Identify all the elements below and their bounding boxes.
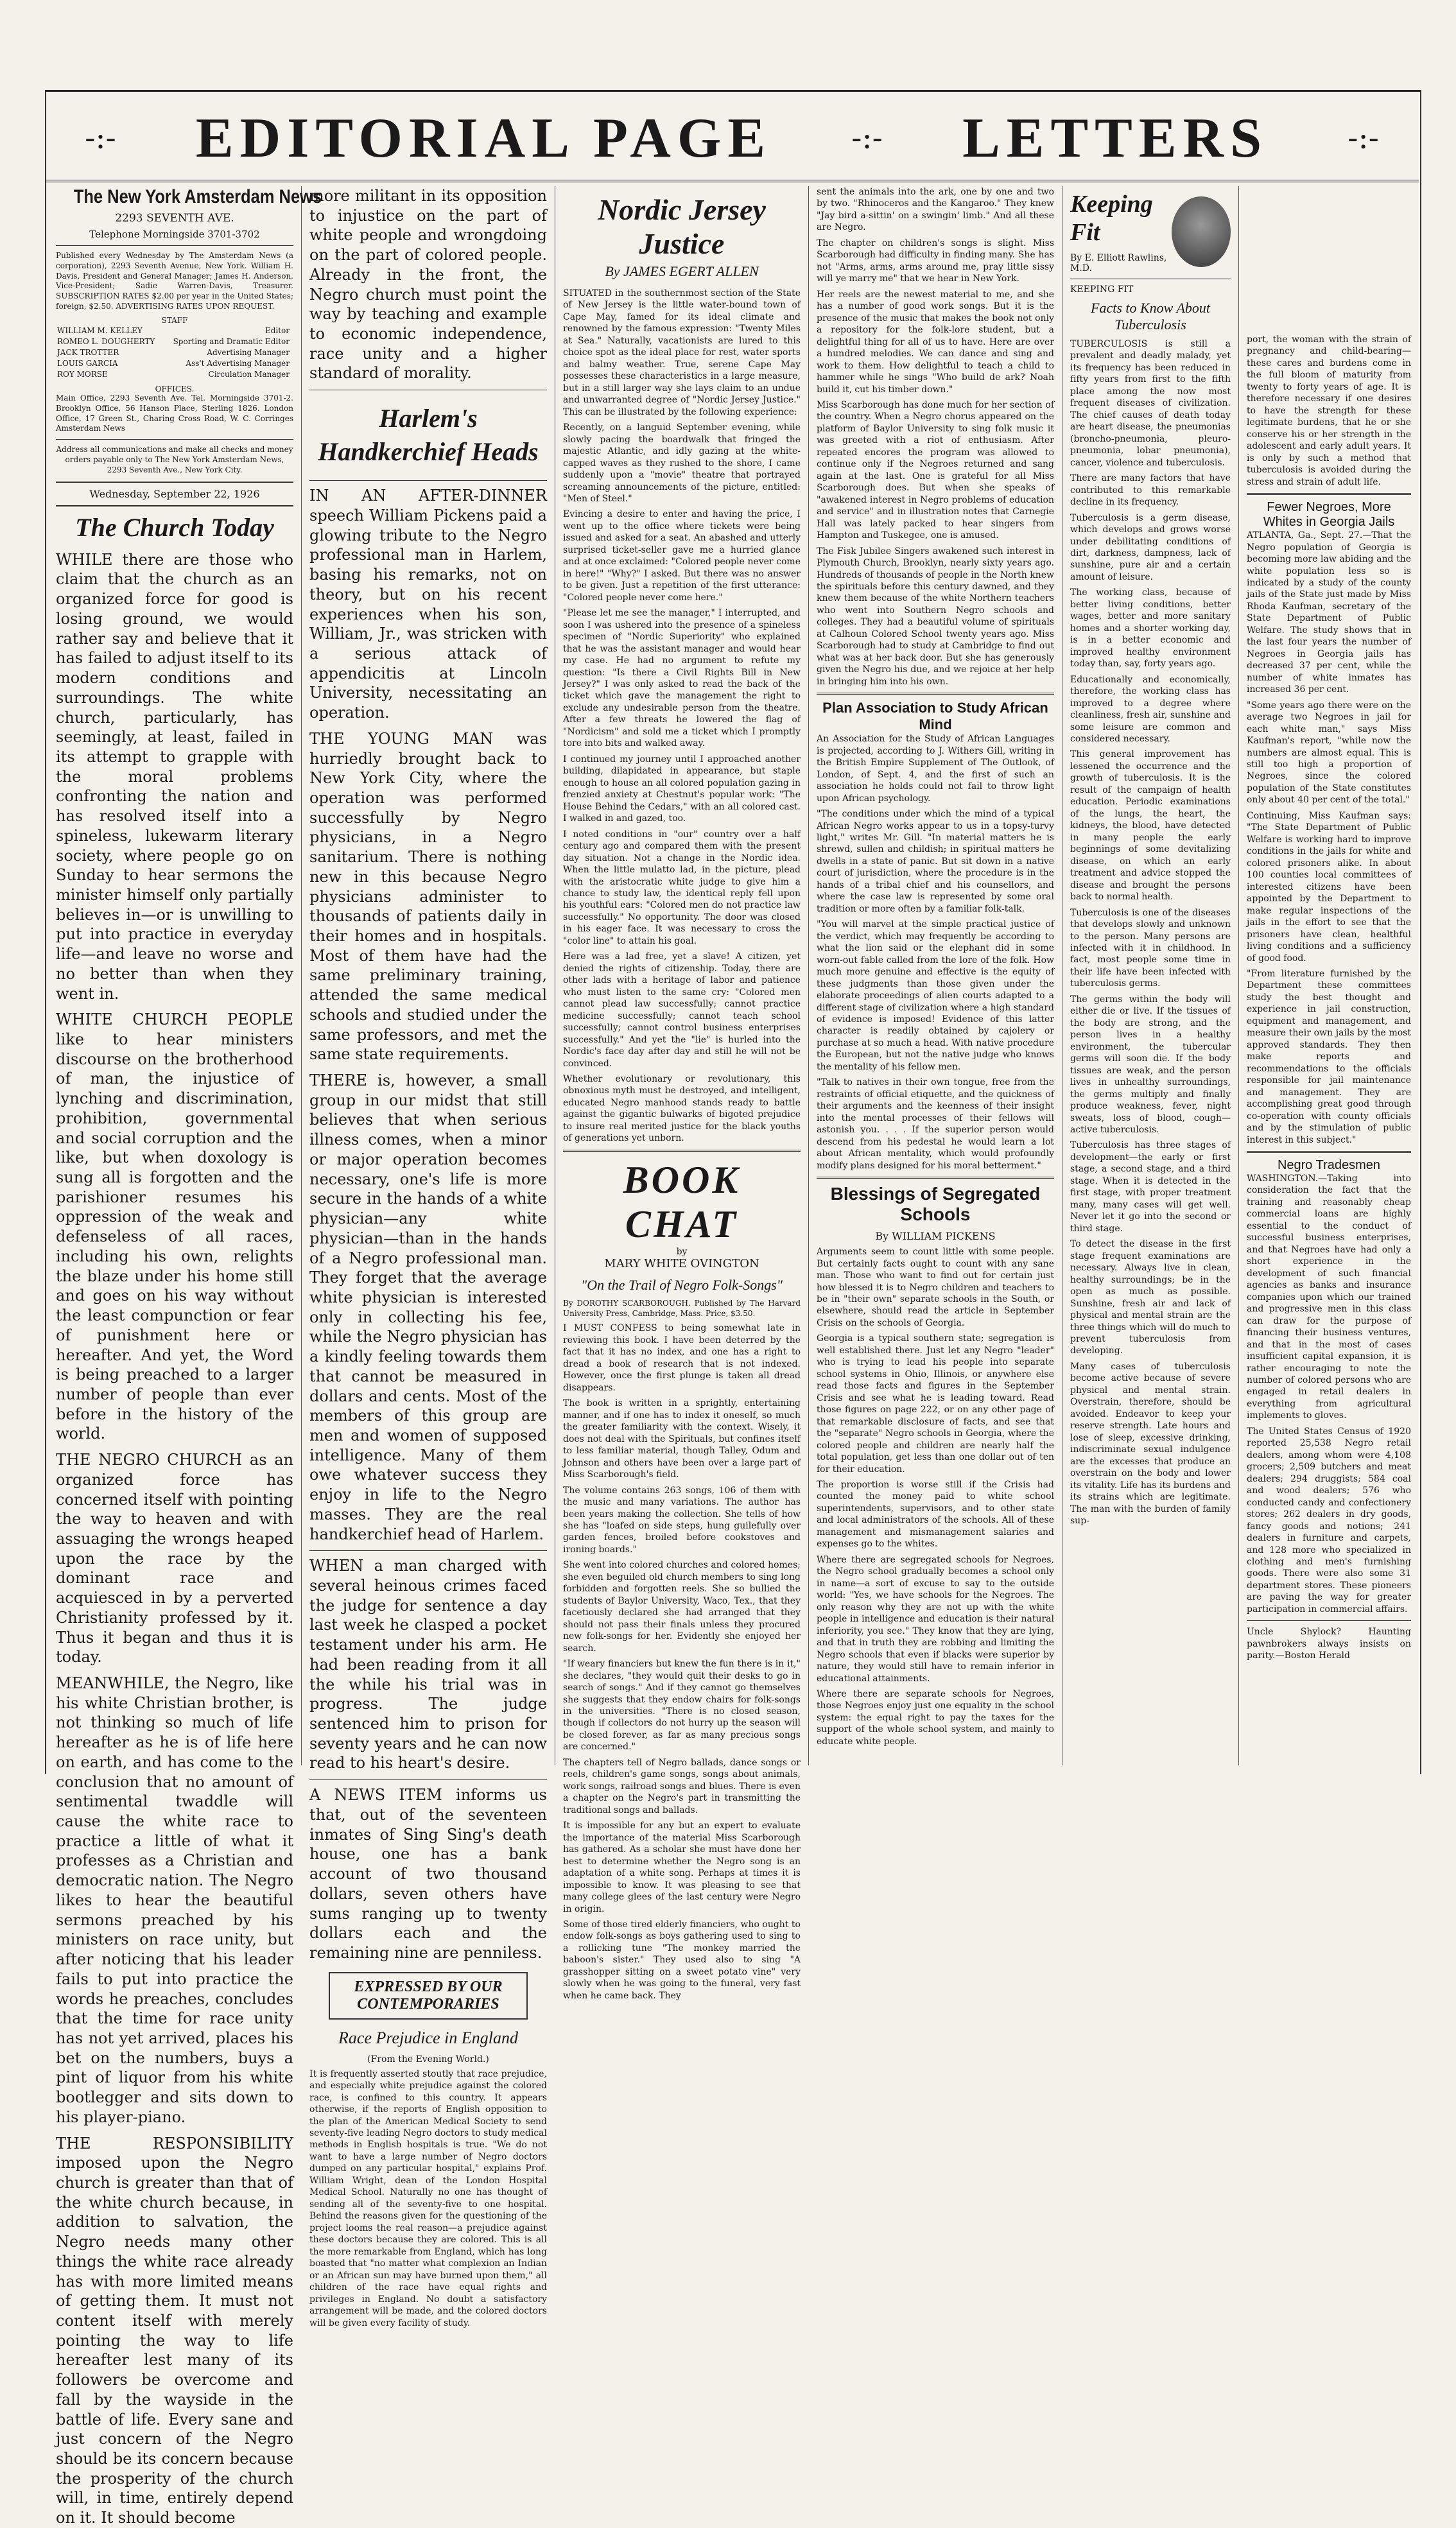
keeping-fit-header — [1070, 190, 1231, 273]
church-p3: THE NEGRO CHURCH as an organized force has concerned itself with pointing the way to heaven and with assuaging the wrongs heaped upon the race by the dominant race and acquiesced in by a perverted Christianity professed by it. Thus it began and thus it is today. — [56, 1451, 293, 1667]
staff-table — [56, 325, 293, 381]
plan-p2: "The conditions under which the mind of a typical African Negro works appear to us in a topsy-turvy light," writes Mr. Gill. "In material matters he is shrewd, sullen and childish; in spiritual matters he dwells in a state of panic. But sit down in a native court of jurisdiction, where the procedure is in the hands of a tribal chief and his counsellors, and where the case law is represented by some oral tradition or more often by a familiar folk-talk. — [817, 809, 1054, 914]
book-citation: By DOROTHY SCARBOROUGH. Published by The Harvard University Press, Cambridge, Mass. Price, $3.50. — [563, 1298, 801, 1318]
fit-p3: Tuberculosis is a germ disease, which develops and grows worse under debilitating conditions of dirt, darkness, dampness, lack of sunshine, pure air and a certain amount of leisure. — [1070, 512, 1231, 582]
fit-p4: The working class, because of better living conditions, better wages, better and more sanitary homes and a shorter working day, is in a better economic and improved healthy environment today than, say, forty years ago. — [1070, 587, 1231, 670]
author-portrait — [1172, 196, 1231, 267]
issue-date: Wednesday, September 22, 1926 — [89, 487, 260, 500]
fit-p11: Many cases of tuberculosis become active because of severe physical and mental strain. Overstrain, therefore, should be avoided. Endeavor to keep your reserve strength. Late hours and lose of sleep, excessive drinking, indiscriminate sexual indulgence are the excesses that produce an overstrain on the body and lower its vitality. Life has its burdens and its strains which are legitimate. The man with the burden of family sup- — [1070, 1361, 1231, 1526]
expressed-heading: EXPRESSED BY OUR CONTEMPORARIES — [354, 1978, 503, 2013]
fit-p1: TUBERCULOSIS is still a prevalent and deadly malady, yet its frequency has been reduced in fifty years from first to the fifth place among the now most frequent diseases of civilization. The chief causes of death today are heart disease, the pneumonias (broncho-pneumonia, pleuro-pneumonia, lobar pneumonia), cancer, violence and tuberculosis. — [1070, 339, 1231, 468]
offices-label: OFFICES. — [155, 384, 195, 394]
book-chat-by: by — [676, 1246, 688, 1257]
race-prejudice-source: (From the Evening World.) — [367, 2054, 489, 2065]
book-p12: Miss Scarborough has done much for her section of the country. When a Negro chorus appeared on the platform of Baylor University to sing folk music it was greeted with a riot of enthusiasm. After repeated encores the program was allowed to continue only if the Negroes returned and sang again at the last. One is grateful for all Miss Scarborough does. But when she speaks of "awakened interest in Negro problems of education and service" and in illustration notes that Carnegie Hall was lately packed to hear singers from Hampton and Tuskegee, one is amused. — [817, 399, 1054, 541]
contemporaries-box — [329, 1972, 528, 2020]
nordic-p4: "Please let me see the manager," I interrupted, and soon I was ushered into the presence of a spineless specimen of "Nordic Superiority" who explained that he was the assistant manager and would hear my case. He had no argument to refute my question: "Is there a Civil Rights Bill in New Jersey?" I was only asked to read the back of the ticket which gave the management the right to exclude any undesirable person from the theatre. After a few threats he lowered the flag of "Nordicism" and sold me a ticket which I promptly tore into bits and walked away. — [563, 608, 801, 749]
church-continued: more militant in its opposition to injustice on the part of white people and wrongdoing on the part of colored people. Already in the front, the Negro church must point the way by teaching and example to economic independence, race unity and a higher standard of morality. — [309, 187, 547, 383]
blessings-p2: Georgia is a typical southern state; segregation is well established there. Just let any Negro "leader" who is trying to lead his people into separate school systems in Ohio, Illinois, or anywhere else read those facts and figures in the September Crisis and see what he is leading toward. Read those figures on page 222, or on any other page of that remarkable disclosure of facts, and see that the "separate" Negro schools in Georgia, where the colored people and children are nearly half the total population, get less than one dollar out of ten for their education. — [817, 1333, 1054, 1475]
paper-telephone: Telephone Morningside 3701-3702 — [89, 229, 260, 240]
keeping-fit-byline: By E. Elliott Rawlins, M.D. — [1070, 253, 1167, 273]
fewer-p1: ATLANTA, Ga., Sept. 27.—That the Negro population of Georgia is becoming more law abiding and the white population less so is indicated by a study of the county jails of the State just made by Miss Rhoda Kaufman, secretary of the State Department of Public Welfare. The study shows that in the last four years the number of Negroes in Georgia jails has decreased 37 per cent, while the number of white inmates has increased 36 per cent. — [1247, 530, 1411, 695]
book-chat-author: MARY WHITE OVINGTON — [604, 1256, 759, 1270]
keeping-fit-kicker: KEEPING FIT — [1070, 284, 1134, 295]
fit-p9: Tuberculosis has three stages of development—the early or first stage, a second stage, and a third stage. When it is detected in the first stage, with proper treatment many, many cases will get well. Never let it go into the second or third stage. — [1070, 1140, 1231, 1234]
book-p11: Her reels are the newest material to me, and she has a number of good work songs. But it is the presence of the music that makes the book not only a repository for the folk-lore student, but a delightful thing for all of us to have. Here are over a hundred melodies. We can dance and sing and work to them. How delightful to teach a child to hammer while he sings "Who build de ark? Noah build it, cut his timber down." — [817, 289, 1054, 395]
fit-p8: The germs within the body will either die or live. If the tissues of the body are strong, and the person lives in a healthy environment, the tubercular germs will soon die. If the body tissues are weak, and the person lives in unhealthy surroundings, the germs multiply and finally produce weakness, fever, night sweats, loss of blood, cough—active tuberculosis. — [1070, 994, 1231, 1135]
fewer-p2: "Some years ago there were on the average two Negroes in jail for each white man," says Miss Kaufman's report, "while now the numbers are almost equal. This is still too high a proportion of Negroes, since the colored population of the State constitutes only about 40 per cent of the total." — [1247, 700, 1411, 806]
staff-name: ROMEO L. DOUGHERTY — [57, 336, 155, 346]
church-p2: WHITE CHURCH PEOPLE like to hear ministers discourse on the brotherhood of man, the injustice of lynching and discrimination, prohibition, governmental and social corruption and the like, but when doxology is sung all is forgotten and the parishioner resumes his oppression of the weak and defenseless of all races, including his own, relights the blaze under his home still and goes on his way without the least compunction or fear of punishment here or hereafter. And yet, the Word is being preached to a larger number of people than ever before in the history of the world. — [56, 1010, 293, 1443]
plan-p4: "Talk to natives in their own tongue, free from the restraints of official etiquette, and the quickness of their arguments and the keenness of their insight into the mental processes of their fellows will astonish you. . . . If the superior person would descend from his pedestal he would learn a lot about African mentality, which would profoundly modify plans designed for his moral betterment." — [817, 1077, 1054, 1171]
fit-p10: To detect the disease in the first stage frequent examinations are necessary. Always live in clean, healthy surroundings; be in the open as much as possible. Sunshine, fresh air and lack of physical and mental strain are the three things which will do much to prevent tuberculosis from developing. — [1070, 1239, 1231, 1356]
blessings-p1: Arguments seem to count little with some people. But certainly facts ought to count with any sane man. Those who want to find out for certain just how blessed it is to Negro children and teachers to be in "their own" separate schools in the South, or elsewhere, should read the article in September Crisis on the schools of Georgia. — [817, 1247, 1054, 1328]
column-5 — [1062, 186, 1239, 1765]
harlem-p1: IN AN AFTER-DINNER speech William Pickens paid a glowing tribute to the Negro professional man in Harlem, basing his remarks, not on theory, but on his recent experiences when his son, William, Jr., was stricken with a serious attack of appendicitis at Lincoln University, necessitating an operation. — [309, 487, 547, 722]
news-item-paragraph: A NEWS ITEM informs us that, out of the seventeen inmates of Sing Sing's death house, one has a bank account of two thousand dollars, seven others have sums ranging up to twenty dollars each and the remaining nine are penniless. — [309, 1786, 547, 1962]
harlem-title: Harlem's Handkerchief Heads — [318, 404, 539, 467]
book-chat-title: BOOK CHAT — [623, 1158, 741, 1245]
editorial-page-heading: EDITORIAL PAGE — [195, 107, 772, 169]
paper-name: The New York Amsterdam News — [73, 186, 322, 207]
column-2 — [302, 186, 555, 2328]
plan-p1: An Association for the Study of African Languages is projected, according to J. Withers Gill, writing in the British Empire Supplement of The Outlook, of London, of Sept. 4, and the first of such an association he holds could not fail to throw light upon African psychology. — [817, 734, 1054, 804]
book-p4: She went into colored churches and colored homes; she even beguiled old church members to sing long forbidden and forgotten reels. She so bullied the students of Baylor University, Waco, Tex., that they facetiously declared she had arranged that they should not pass their finals unless they procured new folk-songs for her. Evidently she enjoyed her search. — [563, 1560, 801, 1654]
column-1 — [48, 186, 322, 2527]
fit-p5: Educationally and economically, therefore, the working class has improved to a degree where cleanliness, fresh air, sunshine and some leisure are common and considered necessary. — [1070, 674, 1231, 744]
book-chat-subtitle: "On the Trail of Negro Folk-Songs" — [580, 1276, 783, 1293]
book-p9: sent the animals into the ark, one by one and two by two. "Rhinoceros and the Kangaroo." They knew "Jay bird a-sittin' on a swingin' limb." And all these are Negro. — [817, 187, 1054, 233]
book-p2: The book is written in a sprightly, entertaining manner, and if one has to index it oneself, so much the greater familiarity with the context. Wisely, it does not deal with the Spirituals, but confines itself to less familiar material, though Talley, Odum and Johnson and others have been over a large part of Miss Scarborough's field. — [563, 1398, 801, 1480]
fewer-p3: Continuing, Miss Kaufman says: "The State Department of Public Welfare is working hard to improve conditions in the jails for white and colored prisoners alike. In about 100 counties local committees of interested citizens have been appointed by the Department to make regular inspections of the jails in the effort to see that the prisoners have clean, healthful living conditions and a sufficiency of good food. — [1247, 810, 1411, 964]
church-p5: THE RESPONSIBILITY imposed upon the Negro church is greater than that of the white church because, in addition to salvation, the Negro needs many other things the white race already has with more limited means of getting them. It must not content itself with merely pointing the way to life hereafter lest many of its followers be overcome and fall by the wayside in the battle of life. Every sane and just concern of the Negro should be its concern because the prosperity of the church will, in time, entirely depend on it. It should become — [56, 2134, 293, 2527]
address-note: Address all communications and make all checks and money orders payable only to The New York Amsterdam News, 2293 Seventh Ave., New York City. — [56, 445, 293, 474]
blessings-title: Blessings of Segregated Schools — [830, 1184, 1041, 1225]
church-p4: MEANWHILE, the Negro, like his white Christian brother, is not thinking so much of life hereafter as he is of life here on earth, and has come to the conclusion that no amount of sentimental twaddle will cause the white race to practice a little of what it professes as a Christian and democratic nation. The Negro likes to hear the beautiful sermons preached by his ministers on race unity, but after noticing that his leader fails to put into practice the words he preaches, concludes that the time for race unity has not yet arrived, places his bet on the numbers, buys a pint of liquor from his white bootlegger and sits down to his player-piano. — [56, 1674, 293, 2126]
blessings-p3: The proportion is worse still if the Crisis had counted the money paid to white school superintendents, supervisors, and to other state and local administrators of the schools. All of these management and mismanagement salaries and expenses go to the whites. — [817, 1480, 1054, 1550]
tradesmen-title: Negro Tradesmen — [1277, 1158, 1381, 1172]
nordic-p8: Whether evolutionary or revolutionary, this obnoxious myth must be destroyed, and intelligent, educated Negro manhood stands ready to battle against the gigantic bulwarks of bigoted prejudice to insure real merited justice for the black youths of generations yet unborn. — [563, 1074, 801, 1144]
staff-name: ROY MORSE — [57, 369, 108, 379]
book-p7: It is impossible for any but an expert to evaluate the importance of the material Miss Scarborough has gathered. As a scholar she must have done her best to determine whether the Negro song is an adaptation of a white song. Perhaps at times it is impossible to know. It was pleasing to see that many college glees of the last century were Negro in origin. — [563, 1821, 801, 1914]
paper-address: 2293 SEVENTH AVE. — [115, 212, 234, 225]
book-p13: The Fisk Jubilee Singers awakened such interest in Plymouth Church, Brooklyn, nearly sixty years ago. Hundreds of thousands of people in the North knew the spirituals before this century dawned, and they knew them because of the white Northern teachers who went into Southern Negro schools and colleges. They had a beautiful volume of spirituals at Calhoun Colored School twenty years ago. Miss Scarborough had to study at Cambridge to find out what was at her back door. But she has generously given the Negro his due, and we rejoice at her help in bringing him into his own. — [817, 546, 1054, 687]
nordic-p5: I continued my journey until I approached another building, dilapidated in appearance, but staple enough to house an all colored population gazing in frenzied anxiety at Chestnut's popular work: "The House Behind the Cedars," with an all colored cast. I walked in and gazed, too. — [563, 754, 801, 824]
book-p3: The volume contains 263 songs, 106 of them with the music and many variations. The author has been years making the collection. She tells of how she has "loafed on side steps, hung guilefully over garden fences, broiled before cookstoves and ironing boards." — [563, 1485, 801, 1555]
nordic-byline: By JAMES EGERT ALLEN — [605, 263, 759, 279]
nordic-p7: Here was a lad free, yet a slave! A citizen, yet denied the rights of citizenship. Today, there are other lads with a heritage of labor and patience who must listen to the same cry: "Colored men cannot plead law successfully; cannot practice medicine successfully; cannot teach school successfully; cannot control business enterprises successfully." And yet the "lie" is hurled into the Nordic's face day after day and still he will not be convinced. — [563, 951, 801, 1069]
staff-role: Sporting and Dramatic Editor — [173, 336, 290, 346]
nordic-title: Nordic Jersey Justice — [598, 193, 766, 260]
column-6 — [1239, 334, 1419, 1759]
fewer-negroes-title: Fewer Negroes, More Whites in Georgia Jails — [1263, 500, 1395, 530]
column-4 — [809, 186, 1062, 1765]
book-p1: I MUST CONFESS to being somewhat late in reviewing this book. I have been deterred by the fact that it has no index, and one has a right to dread a book of research that is not indexed. However, once the first plunge is taken all dread disappears. — [563, 1323, 801, 1393]
nordic-p1: SITUATED in the southernmost section of the State of New Jersey is the little water-bound town of Cape May, famed for its ideal climate and renowned by the famous expression: "Twenty Miles at Sea." Naturally, vacationists are lured to this choice spot as the ideal place for rest, water sports and balmy weather. True, serene Cape May possesses these characteristics in a large measure, but in a still larger way she lays claim to an undue and unwarranted degree of "Nordic Jersey Justice." This can be illustrated by the following experience: — [563, 288, 801, 417]
masthead — [45, 96, 1419, 182]
staff-name: JACK TROTTER — [57, 347, 119, 357]
staff-name: LOUIS GARCIA — [57, 358, 118, 368]
letters-heading: LETTERS — [962, 107, 1269, 169]
nordic-p3: Evincing a desire to enter and having the price, I went up to the office where tickets were being issued and asked for a seat. An abashed and utterly surprised ticket-seller gave me a hurried glance and at once exclaimed: "Colored people never come in here!" "Why?" I asked. But there was no answer to be given. Just a repetition of the first utterance: "Colored people never come here." — [563, 509, 801, 603]
plan-p3: "You will marvel at the simple practical justice of the verdict, which may frequently be according to what the lion said or the elephant did in some worn-out fable called from the lore of the folk. How much more genuine and effective is the equity of these judgments than those given under the elaborate proceedings of alien courts adapted to a different stage of civilization where a high standard of evidence is imposed! Evidence of this latter character is readily obtained by cajolery or purchase at so much a head. With native procedure the European, but not the native judge who knows the mentality of his fellow men. — [817, 919, 1054, 1072]
tradesmen-p3: Uncle Shylock? Haunting pawnbrokers always insists on parity.—Boston Herald — [1247, 1627, 1411, 1661]
book-p6: The chapters tell of Negro ballads, dance songs or reels, children's game songs, songs about animals, work songs, railroad songs and blues. There is even a chapter on the Negro's part in transmitting the traditional songs and ballads. — [563, 1757, 801, 1815]
fit-p12: port, the woman with the strain of pregnancy and child-bearing—these cares and burdens come in the full bloom of maturity from twenty to forty years of age. It is therefore necessary if one desires to have the strength for these legitimate burdens, that he or she conserve his or her strength in the adolescent and early adult years. It is only by such a method that tuberculosis is avoided during the stress and strain of adult life. — [1247, 334, 1411, 487]
publisher-note: Published every Wednesday by The Amsterdam News (a corporation), 2293 Seventh Avenue, New York. William H. Davis, President and General Manager; James H. Anderson, Vice-President; Sadie Warren-Davis, Treasurer. SUBSCRIPTION RATES $2.00 per year in the United States; foreign, $2.50. ADVERTISING RATES UPON REQUEST. — [56, 251, 293, 311]
plan-association-title: Plan Association to Study African Mind — [822, 700, 1048, 733]
harlem-p2: THE YOUNG MAN was hurriedly brought back to New York City, where the operation was performed successfully by Negro physicians, in a Negro sanitarium. There is nothing new in this because Negro physicians administer to thousands of patients daily in their homes and in hospitals. Most of them have had the same preliminary training, attended the same medical schools and studied under the same professors, and met the same state requirements. — [309, 729, 547, 1064]
blessings-byline: By WILLIAM PICKENS — [875, 1230, 996, 1243]
tradesmen-p1: WASHINGTON.—Taking into consideration the fact that the training and reasonably cheap commercial loans are highly essential to the conduct of successful business enterprises, and that Negroes have had only a short experience in the development of such financial agencies as banks and insurance companies upon which our trained and progressive men in this class can draw for the purpose of financing their business ventures, and that in the most of cases insufficient capital expansion, it is rather encouraging to note the number of colored persons who are engaged in retail dealers in everything from agricultural implements to gloves. — [1247, 1173, 1411, 1421]
fit-p6: This general improvement has lessened the occurrence and the growth of tuberculosis. It is the result of the campaign of health education. Periodic examinations of the lungs, the heart, the kidneys, the blood, have detected in many people the early beginnings of some devitalizing disease, on which an early treatment and advice stopped the disease and brought the persons back to normal health. — [1070, 749, 1231, 903]
book-p8: Some of those tired elderly financiers, who ought to endow folk-songs as boys gathering used to sing to a rollicking tune "The monkey married the baboon's sister." They used also to sing "A grasshopper sitting on a sweet potato vine" very slowly when he was going to the funeral, very fast when he came back. They — [563, 1919, 801, 2001]
church-today-title: The Church Today — [75, 512, 274, 542]
staff-name: WILLIAM M. KELLEY — [57, 325, 143, 335]
offices-text: Main Office, 2293 Seventh Ave. Tel. Morningside 3701-2. Brooklyn Office, 56 Hanson Place, Sterling 1826. London Office, 17 Green St., Charing Cross Road, W. C. Corringes Amsterdam News — [56, 393, 293, 433]
staff-label: STAFF — [161, 315, 188, 325]
ornament-right: -:- — [1348, 120, 1379, 156]
fit-p7: Tuberculosis is one of the diseases that develops slowly and unknown to the person. Many persons are infected with it in childhood. In fact, most people some time in their life have been infected with tuberculosis germs. — [1070, 907, 1231, 989]
book-p5: "If weary financiers but knew the fun there is in it," she declares, "they would quit their desks to go in search of songs." And if they cannot go themselves she suggests that they endow chairs for folk-songs in the universities. "There is no closed season, though if collectors do not hurry up the season will be closed forever, as far as many precious songs are concerned." — [563, 1659, 801, 1753]
blessings-p5: Where there are separate schools for Negroes, those Negroes enjoy just one equality in the school system: the equal right to pay the taxes for the support of the whole school system, and mainly to educate white people. — [817, 1688, 1054, 1747]
nordic-p2: Recently, on a languid September evening, while slowly pacing the boardwalk that fringed the majestic Atlantic, and idly gazing at the white-capped waves as they rushed to the shore, I came suddenly upon a "movie" theatre that portrayed screaming announcements of the picture, entitled: "Men of Steel." — [563, 422, 801, 504]
race-prejudice-title: Race Prejudice in England — [338, 2028, 518, 2047]
book-p10: The chapter on children's songs is slight. Miss Scarborough had difficulty in finding many. She has not "Arms, arms, arms around me, pray little sissy will ye marry me" that we hear in New York. — [817, 238, 1054, 284]
fit-p2: There are many factors that have contributed to this remarkable decline in its frequency. — [1070, 473, 1231, 508]
church-p1: WHILE there are those who claim that the church as an organized force for good is losing ground, we would rather say and believe that it has failed to adjust itself to its modern conditions and surroundings. The white church, particularly, has seemingly, at least, failed in its attempt to grapple with the moral problems confronting the nation and has resolved itself into a spineless, lukewarm literary society, where people go on Sunday to hear sermons the minister himself only partially believes in—or is unwilling to put into practice in everyday life—and leave no worse and no better than when they went in. — [56, 550, 293, 1003]
tuberculosis-subtitle: Facts to Know About Tuberculosis — [1091, 300, 1210, 333]
ornament-left: -:- — [85, 120, 116, 156]
staff-role: Editor — [264, 325, 290, 335]
keeping-fit-title: Keeping Fit — [1070, 191, 1153, 246]
judge-paragraph: WHEN a man charged with several heinous crimes faced the judge for sentence a day last week he clasped a pocket testament under his arm. He had been reading from it all the while his trial was in progress. The judge sentenced him to prison for seventy years and he can now read to his heart's desire. — [309, 1557, 547, 1772]
fewer-p4: "From literature furnished by the Department these committees study the best thought and experience in jail construction, equipment and management, and measure their own jails by the most approved standards. They then make reports and recommendations to the officials responsible for jail maintenance and management. They are accomplishing great good through co-operation with county officials and by the stimulation of public interest in this subject." — [1247, 968, 1411, 1145]
ornament-middle: -:- — [851, 120, 883, 156]
staff-role: Circulation Manager — [208, 369, 290, 379]
column-3 — [555, 186, 809, 2001]
blessings-p4: Where there are segregated schools for Negroes, the Negro school gradually becomes a school only in name—a sort of excuse to say to the outside world: "Yes, we have schools for the Negroes. The only reason why they are not up with the white people in intelligence and education is their natural inferiority, you see." They know that they are lying, and that in truth they are robbing and limiting the Negro schools that even if blacks were superior by nature, they would still have to remain inferior in educational attainments. — [817, 1554, 1054, 1684]
staff-role: Advertising Manager — [207, 347, 290, 357]
staff-role: Ass't Advertising Manager — [186, 358, 290, 368]
harlem-p3: THERE is, however, a small group in our midst that still believes that when serious illness comes, when a minor or major operation becomes necessary, one's life is more secure in the hands of a white physician—any white physician—than in the hands of a Negro professional man. They forget that the average white physician is interested only in collecting his fee, while the Negro physician has a kindly feeling towards them that cannot be measured in dollars and cents. Most of the members of this group are men and women of supposed intelligence. Many of them owe whatever success they enjoy in life to the Negro masses. They are the real handkerchief head of Harlem. — [309, 1071, 547, 1543]
tradesmen-p2: The United States Census of 1920 reported 25,538 Negro retail dealers, among whom were 4,108 grocers; 2,509 butchers and meat dealers; 294 druggists; 584 coal and wood dealers; 576 who conducted candy and confectionery stores; 262 dealers in dry goods, fancy goods and notions; 241 dealers in furniture and carpets, and 128 more who specialized in clothing and men's furnishing goods. There were also some 31 department stores. These pioneers are paving the way for greater participation in commercial affairs. — [1247, 1426, 1411, 1615]
nordic-p6: I noted conditions in "our" country over a half century ago and compared them with the present day situation. Not a change in the Nordic idea. When the little mulatto lad, in the picture, plead with the aristocratic white judge to give him a chance to study law, the identical reply fell upon his youthful ears: "Colored men do not practice law successfully." No opportunity. The door was closed in his eager face. It was necessary to cross the "color line" to attain his goal. — [563, 829, 801, 946]
race-prejudice-text: It is frequently asserted stoutly that race prejudice, and especially white prejudice against the colored race, is confined to this country. It appears otherwise, if the reports of English opposition to the plan of the American Medical Society to send seventy-five leading Negro doctors to study medical methods in English hospitals is true. "We do not want to have a large number of Negro doctors dumped on any particular hospital," explains Prof. William Wright, dean of the London Hospital Medical School. Naturally no one has thought of sending all of the seventy-five to one hospital. Behind the reasons given for the questioning of the project looms the real reason—a prejudice against these doctors because they are colored. This is all the more remarkable from England, which has long boasted that "no matter what complexion an Indian or an African sun may have burned upon them," all children of the race have equal rights and privileges in England. No doubt a satisfactory arrangement will be made, and the colored doctors will be given every facility of study. — [309, 2068, 547, 2328]
